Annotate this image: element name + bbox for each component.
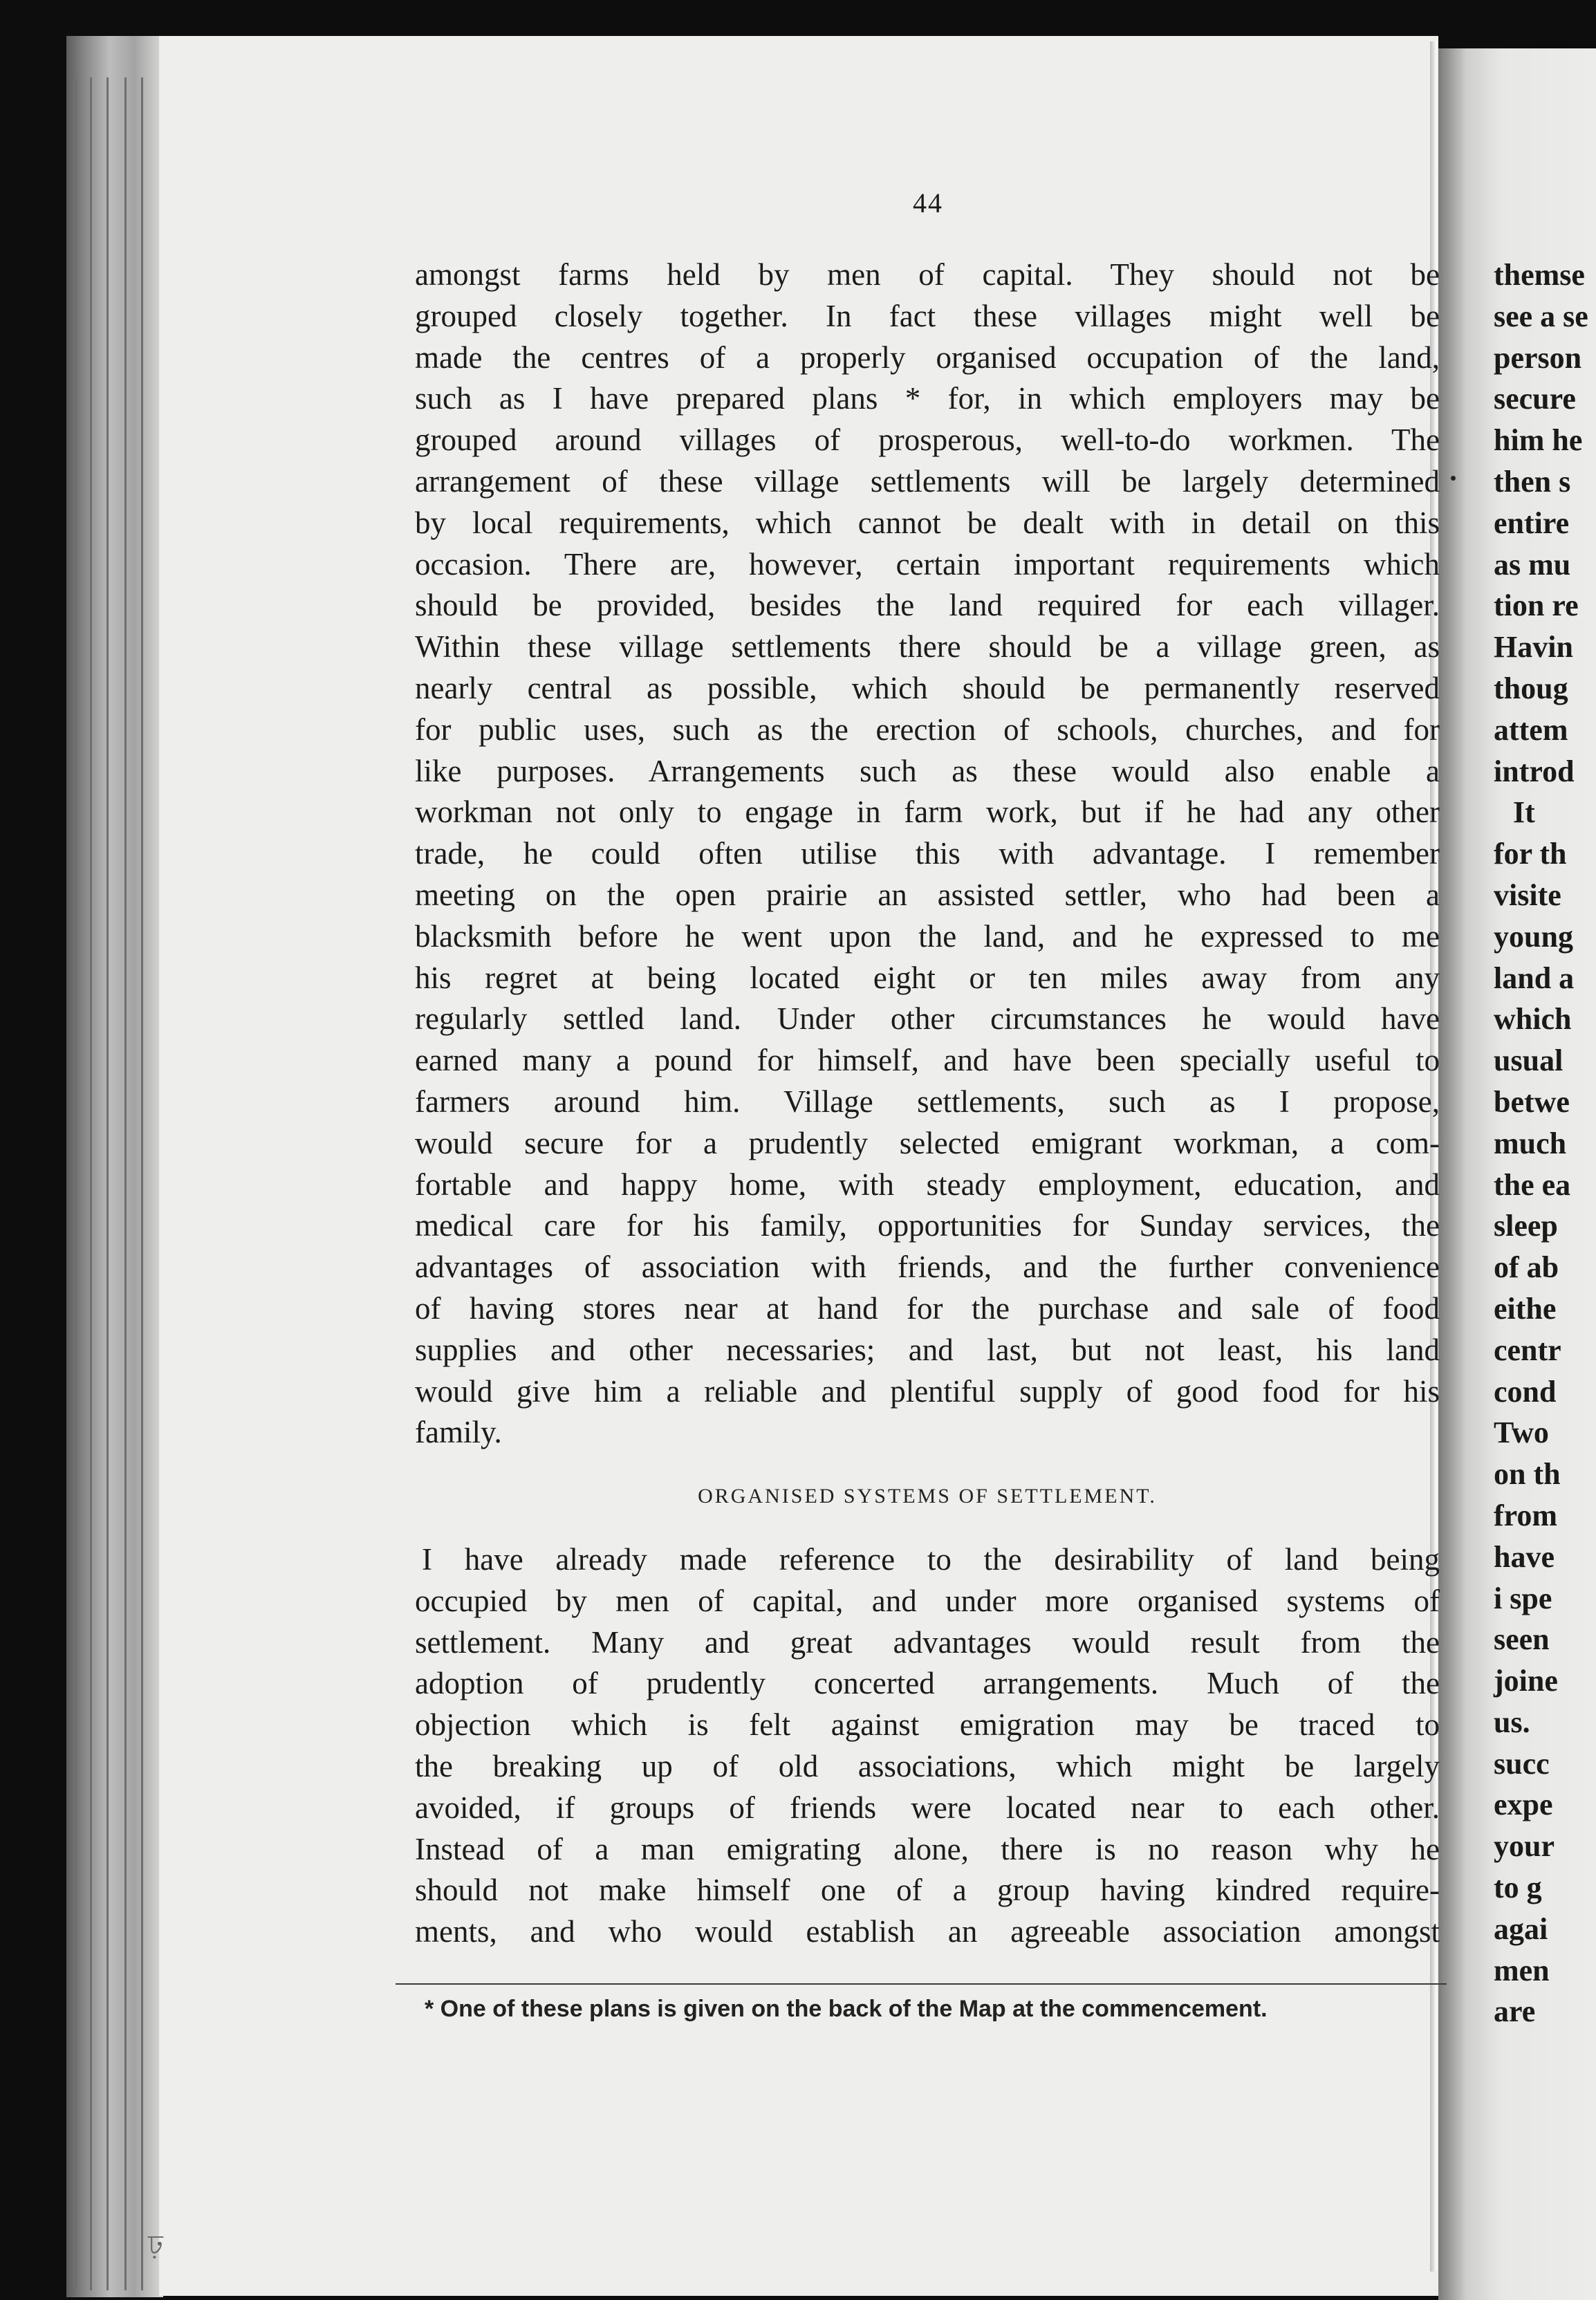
text-line: by local requirements, which cannot be dealt with in detail on this <box>415 505 1440 540</box>
ink-spot <box>1451 476 1456 481</box>
facing-page-line: of ab <box>1494 1250 1559 1285</box>
facing-page-line: tion re <box>1494 588 1579 623</box>
facing-page-line: i spe <box>1494 1581 1552 1615</box>
text-line: would give him a reliable and plentiful supply of good food for his <box>415 1373 1440 1409</box>
book-spine <box>66 36 163 2297</box>
facing-page-line: seen <box>1494 1622 1550 1657</box>
text-line: his regret at being located eight or ten miles away from any <box>415 960 1440 995</box>
facing-page-line: cond <box>1494 1374 1557 1409</box>
text-line: fortable and happy home, with steady employment, education, and <box>415 1167 1440 1202</box>
text-line: grouped closely together. In fact these villages might well be <box>415 298 1440 333</box>
facing-page-line: young <box>1494 919 1573 954</box>
facing-page-line: land a <box>1494 961 1575 995</box>
facing-page-text <box>1494 254 1588 2032</box>
text-line: for public uses, such as the erection of schools, churches, and for <box>415 712 1440 747</box>
section-heading: ORGANISED SYSTEMS OF SETTLEMENT. <box>698 1485 1157 1508</box>
facing-page-line: as mu <box>1494 547 1571 582</box>
text-line: should not make himself one of a group having kindred require- <box>415 1873 1440 1908</box>
text-line: amongst farms held by men of capital. They should not be <box>415 257 1440 292</box>
text-line: medical care for his family, opportunities for Sunday services, the <box>415 1208 1440 1243</box>
text-line: I have already made reference to the desirability of land being <box>422 1542 1440 1577</box>
facing-page-line: entire <box>1494 506 1570 540</box>
spine-line <box>75 77 77 2290</box>
spine-line <box>90 77 92 2290</box>
facing-page-line: eithe <box>1494 1291 1557 1326</box>
text-line: of having stores near at hand for the purchase and sale of food <box>415 1290 1440 1326</box>
facing-page-line: Havin <box>1494 630 1573 665</box>
facing-page-line: agai <box>1494 1911 1548 1946</box>
facing-page-line: It <box>1513 795 1535 830</box>
text-line: ments, and who would establish an agreeable association amongst <box>415 1914 1440 1949</box>
text-line: blacksmith before he went upon the land, and he expressed to me <box>415 918 1440 954</box>
facing-page-line: for th <box>1494 837 1567 871</box>
facing-page-line: betwe <box>1494 1084 1570 1119</box>
text-line: arrangement of these village settlements will be largely determined <box>415 463 1440 499</box>
paragraph-1 <box>415 254 1440 1454</box>
facing-page-line: usual <box>1494 1044 1563 1078</box>
text-line: should be provided, besides the land required for each villager. <box>415 588 1440 623</box>
text-line: the breaking up of old associations, which might be largely <box>415 1748 1440 1783</box>
paragraph-2 <box>415 1539 1440 1953</box>
text-line: workman not only to engage in farm work, but if he had any other <box>415 795 1440 830</box>
facing-page-line: your <box>1494 1829 1555 1864</box>
text-line: earned many a pound for himself, and have been specially useful to <box>415 1043 1440 1078</box>
facing-page-line: which <box>1494 1002 1572 1037</box>
text-line: such as I have prepared plans * for, in which employers may be <box>415 381 1440 416</box>
facing-page-line: introd <box>1494 754 1575 788</box>
facing-page-line: attem <box>1494 712 1568 747</box>
facing-page-line: thoug <box>1494 671 1568 705</box>
facing-page-line: secure <box>1494 382 1576 416</box>
facing-page-line: sleep <box>1494 1209 1558 1243</box>
text-line: avoided, if groups of friends were located near to each other. <box>415 1790 1440 1825</box>
text-line: family. <box>415 1415 502 1450</box>
text-line: regularly settled land. Under other circumstances he would have <box>415 1001 1440 1037</box>
spine-line <box>106 77 109 2290</box>
text-line: trade, he could often utilise this with advantage. I remember <box>415 836 1440 871</box>
text-line: Instead of a man emigrating alone, there is no reason why he <box>415 1831 1440 1866</box>
facing-page-line: have <box>1494 1539 1555 1574</box>
facing-page-line: Two <box>1494 1416 1549 1450</box>
text-line: would secure for a prudently selected emigrant workman, a com- <box>415 1125 1440 1160</box>
text-line: settlement. Many and great advantages would result from the <box>415 1624 1440 1660</box>
facing-page-line: the ea <box>1494 1167 1571 1202</box>
facing-page-line: person <box>1494 340 1582 375</box>
facing-page-line: then s <box>1494 464 1571 499</box>
facing-page-line: expe <box>1494 1788 1553 1822</box>
facing-page-line: see a se <box>1494 299 1588 333</box>
facing-page-line: him he <box>1494 423 1583 458</box>
text-line: farmers around him. Village settlements, such as I propose, <box>415 1084 1440 1119</box>
facing-page-line: men <box>1494 1953 1550 1987</box>
footnote: * One of these plans is given on the back of the Map at the commencement. <box>425 1996 1268 2022</box>
text-line: adoption of prudently concerted arrangements. Much of the <box>415 1666 1440 1701</box>
facing-page-line: themse <box>1494 258 1585 292</box>
facing-page-line: much <box>1494 1126 1567 1160</box>
text-line: made the centres of a properly organised occupation of the land, <box>415 340 1440 375</box>
text-line: advantages of association with friends, and the further convenience <box>415 1250 1440 1285</box>
text-line: occasion. There are, however, certain important requirements which <box>415 546 1440 582</box>
footnote-divider <box>396 1983 1447 1985</box>
text-line: like purposes. Arrangements such as these would also enable a <box>415 753 1440 788</box>
text-line: grouped around villages of prosperous, well-to-do workmen. The <box>415 423 1440 458</box>
text-line: supplies and other necessaries; and last, but not least, his land <box>415 1332 1440 1367</box>
facing-page-line: to g <box>1494 1871 1542 1905</box>
facing-page-line: are <box>1494 1994 1536 2029</box>
facing-page-line: succ <box>1494 1746 1550 1781</box>
text-line: nearly central as possible, which should be permanently reserved <box>415 670 1440 705</box>
facing-page-line: on th <box>1494 1457 1561 1492</box>
text-line: meeting on the open prairie an assisted settler, who had been a <box>415 877 1440 912</box>
text-line: Within these village settlements there should be a village green, as <box>415 629 1440 665</box>
stamp-mark: ঢ় <box>148 2229 163 2261</box>
text-line: occupied by men of capital, and under more organised systems of <box>415 1583 1440 1618</box>
page-number: 44 <box>913 187 943 219</box>
spine-line <box>124 77 127 2290</box>
facing-page-line: us. <box>1494 1705 1530 1739</box>
facing-page-line: centr <box>1494 1333 1561 1367</box>
spine-line <box>141 77 143 2290</box>
text-line: objection which is felt against emigration may be traced to <box>415 1707 1440 1743</box>
facing-page-line: from <box>1494 1498 1558 1532</box>
facing-page-line: visite <box>1494 878 1561 912</box>
facing-page-line: joine <box>1494 1664 1558 1698</box>
